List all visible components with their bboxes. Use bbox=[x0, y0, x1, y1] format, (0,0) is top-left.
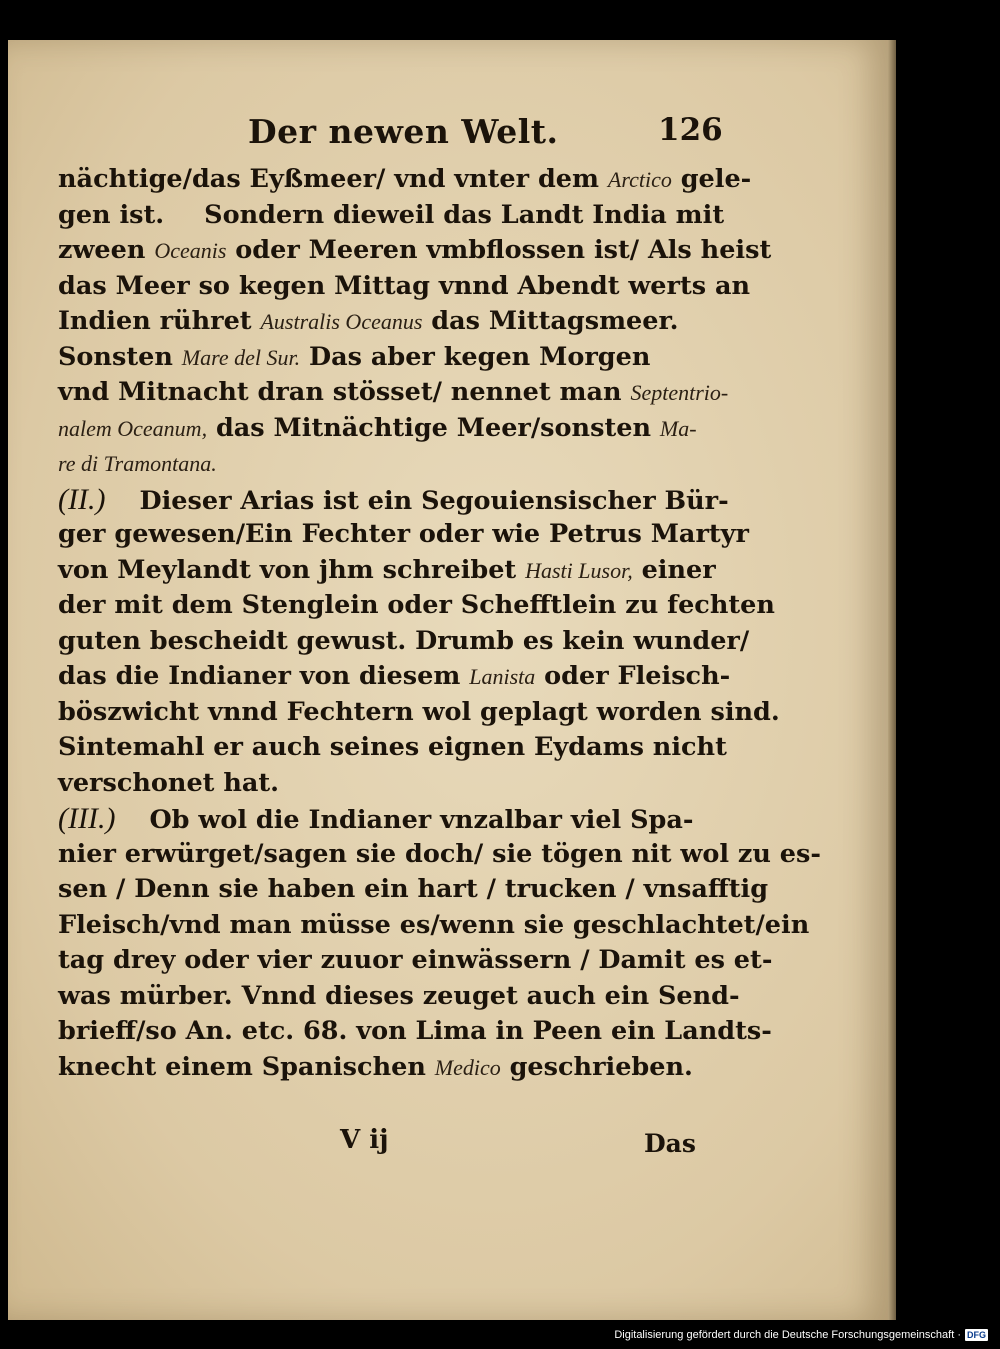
latin-term: Septentrio- bbox=[630, 380, 729, 405]
text-line bbox=[58, 837, 821, 873]
text-segment: tag drey oder vier zuuor einwässern / Damit es et- bbox=[58, 945, 773, 975]
latin-term: Hasti Lusor, bbox=[525, 557, 633, 583]
text-segment: Das aber kegen Morgen bbox=[300, 341, 651, 372]
text-segment: vnd Mitnacht dran stösset/ nennet man bbox=[58, 377, 631, 407]
page-number: 126 bbox=[658, 112, 723, 148]
latin-term: Arctico bbox=[607, 167, 672, 192]
latin-term: Australis Oceanus bbox=[260, 309, 423, 334]
text-line bbox=[58, 801, 758, 837]
text-line bbox=[58, 588, 775, 624]
text-line bbox=[58, 411, 758, 447]
latin-term: Medico bbox=[434, 1054, 501, 1080]
note-marker: (III.) bbox=[58, 802, 116, 835]
text-segment: Sonsten bbox=[58, 341, 182, 372]
latin-term: nalem Oceanum, bbox=[58, 415, 208, 441]
text-line bbox=[58, 340, 758, 376]
page-header bbox=[8, 112, 888, 162]
text-line bbox=[58, 269, 758, 305]
text-line bbox=[58, 943, 773, 979]
text-line bbox=[58, 766, 758, 802]
text-line bbox=[58, 1014, 772, 1050]
text-segment: zween bbox=[58, 235, 155, 265]
text-segment: oder Meeren vmbflossen ist/ Als heist bbox=[226, 235, 772, 265]
text-segment: sen / Denn sie haben ein hart / trucken / vnsafftig bbox=[58, 874, 769, 904]
text-line bbox=[58, 446, 758, 482]
text-line bbox=[58, 1050, 758, 1086]
note-marker: (II.) bbox=[58, 482, 106, 516]
text-line bbox=[58, 553, 758, 589]
text-segment: ger gewesen/Ein Fechter oder wie Petrus Martyr bbox=[58, 519, 749, 549]
text-line bbox=[58, 695, 780, 731]
text-segment: guten bescheidt gewust. Drumb es kein wunder/ bbox=[58, 625, 750, 656]
latin-term: Lanista bbox=[469, 664, 536, 689]
text-segment: nier erwürget/sagen sie doch/ sie tögen nit wol zu es- bbox=[58, 838, 821, 869]
text-segment: brieff/so An. etc. 68. von Lima in Peen ein Landts- bbox=[58, 1016, 772, 1046]
text-line bbox=[58, 162, 758, 198]
text-line bbox=[58, 517, 758, 553]
text-line bbox=[58, 659, 758, 695]
text-segment: Sondern dieweil das Landt India mit bbox=[204, 199, 725, 230]
text-segment: gen ist. bbox=[58, 199, 165, 230]
text-segment: Indien rühret bbox=[58, 306, 261, 336]
catchword: Das bbox=[644, 1129, 696, 1158]
signature-mark: V ij bbox=[340, 1125, 389, 1155]
digitization-credit bbox=[614, 1327, 988, 1343]
text-line bbox=[58, 482, 758, 518]
text-segment: der mit dem Stenglein oder Schefftlein zu fechten bbox=[58, 590, 775, 620]
text-segment: verschonet hat. bbox=[58, 767, 280, 798]
body-text bbox=[58, 162, 821, 1085]
text-segment: böszwicht vnnd Fechtern wol geplagt worden sind. bbox=[58, 696, 780, 727]
text-segment: das Meer so kegen Mittag vnnd Abendt werts an bbox=[58, 270, 751, 301]
book-page bbox=[8, 40, 888, 1320]
running-head: Der newen Welt. bbox=[248, 112, 559, 151]
text-line bbox=[58, 908, 810, 944]
credit-text: Digitalisierung gefördert durch die Deutsche Forschungsgemeinschaft · bbox=[614, 1329, 961, 1341]
latin-term: Mare del Sur. bbox=[181, 344, 301, 370]
latin-term: re di Tramontana. bbox=[58, 451, 217, 476]
text-segment: nächtige/das Eyßmeer/ vnd vnter dem bbox=[58, 164, 608, 194]
latin-term: Oceanis bbox=[154, 238, 227, 263]
text-line bbox=[58, 979, 758, 1015]
page-edge bbox=[888, 40, 896, 1320]
text-segment: gele- bbox=[671, 164, 752, 194]
dfg-logo-icon: DFG bbox=[967, 1330, 986, 1340]
text-line bbox=[58, 730, 758, 766]
text-line bbox=[58, 872, 769, 908]
text-segment: Sintemahl er auch seines eignen Eydams nicht bbox=[58, 732, 727, 762]
text-line bbox=[58, 304, 758, 340]
text-segment: Fleisch/vnd man müsse es/wenn sie geschlachtet/ein bbox=[58, 909, 810, 940]
text-line bbox=[58, 624, 758, 660]
text-segment: geschrieben. bbox=[500, 1051, 693, 1082]
text-line bbox=[58, 198, 758, 234]
text-segment: Dieser Arias ist ein Segouiensischer Bür- bbox=[139, 485, 729, 516]
page-footer bbox=[8, 1125, 888, 1165]
text-segment: das die Indianer von diesem bbox=[58, 661, 470, 691]
text-segment: was mürber. Vnnd dieses zeuget auch ein Send- bbox=[58, 980, 740, 1011]
text-segment: Ob wol die Indianer vnzalbar viel Spa- bbox=[149, 805, 694, 835]
text-line bbox=[58, 375, 758, 411]
text-segment: einer bbox=[632, 554, 716, 585]
text-segment: das Mitnächtige Meer/sonsten bbox=[207, 412, 660, 443]
text-segment: das Mittagsmeer. bbox=[422, 306, 679, 336]
text-segment: von Meylandt von jhm schreibet bbox=[58, 554, 526, 585]
text-line bbox=[58, 233, 772, 269]
latin-term: Ma- bbox=[659, 415, 697, 441]
text-segment: oder Fleisch- bbox=[535, 661, 731, 691]
text-segment: knecht einem Spanischen bbox=[58, 1051, 435, 1082]
